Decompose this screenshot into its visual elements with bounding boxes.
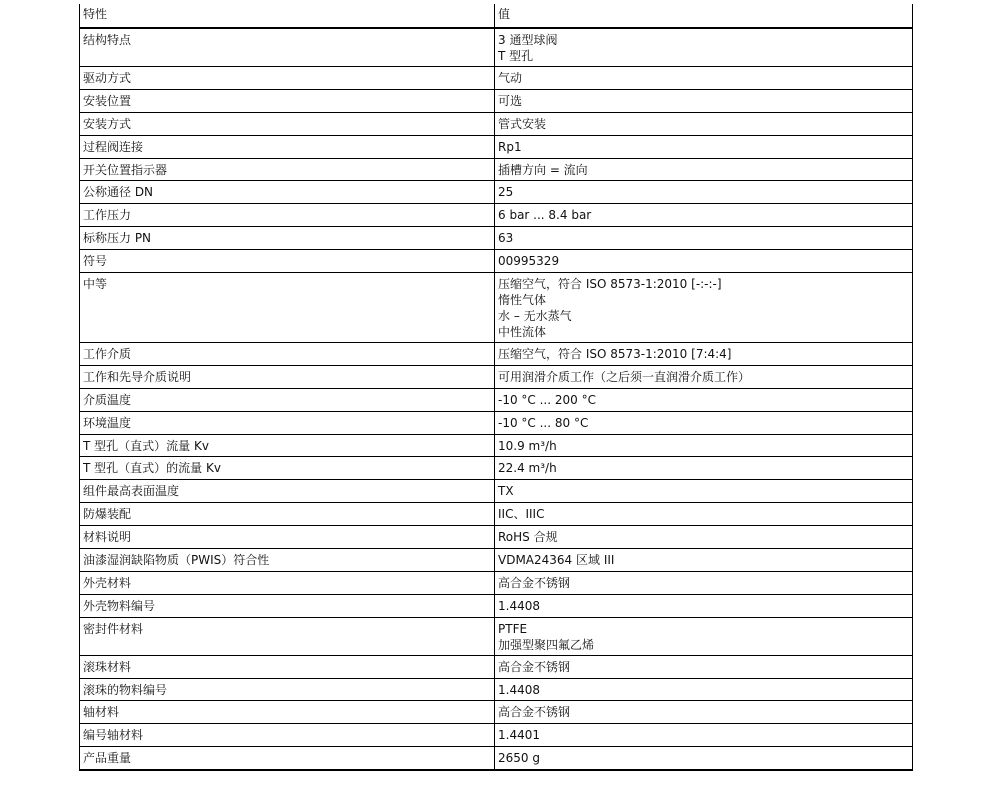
- property-cell: 驱动方式: [80, 67, 495, 90]
- table-row: [80, 457, 913, 480]
- property-cell: 防爆装配: [80, 503, 495, 526]
- value-line: 63: [498, 231, 514, 246]
- table-row: [80, 480, 913, 503]
- value-line: 1.4408: [498, 682, 540, 697]
- value-cell: [495, 655, 913, 678]
- property-cell: 密封件材料: [80, 617, 495, 655]
- table-row: [80, 678, 913, 701]
- table-row: [80, 701, 913, 724]
- value-line: 加强型聚四氟乙烯: [498, 637, 595, 652]
- value-line: IIC、IIIC: [498, 507, 545, 522]
- value-line: 00995329: [498, 254, 560, 269]
- property-cell: 工作压力: [80, 204, 495, 227]
- value-cell: [495, 747, 913, 770]
- value-line: 压缩空气，符合 ISO 8573-1:2010 [-:-:-]: [498, 277, 722, 292]
- property-cell: 外壳材料: [80, 571, 495, 594]
- value-line: 1.4408: [498, 598, 540, 613]
- column-header-value: 值: [495, 4, 913, 28]
- property-cell: 油漆湿润缺陷物质（PWIS）符合性: [80, 549, 495, 572]
- value-cell: [495, 617, 913, 655]
- property-cell: 结构特点: [80, 28, 495, 67]
- property-cell: 工作和先导介质说明: [80, 365, 495, 388]
- value-cell: [495, 250, 913, 273]
- value-line: 10.9 m³/h: [498, 438, 557, 453]
- value-line: 中性流体: [498, 325, 547, 340]
- value-cell: [495, 181, 913, 204]
- table-row: [80, 434, 913, 457]
- value-cell: [495, 678, 913, 701]
- value-line: -10 °C ... 200 °C: [498, 392, 596, 407]
- property-cell: 轴材料: [80, 701, 495, 724]
- table-row: [80, 250, 913, 273]
- property-cell: 滚珠的物料编号: [80, 678, 495, 701]
- property-cell: 工作介质: [80, 343, 495, 366]
- value-cell: [495, 365, 913, 388]
- value-line: 高合金不锈钢: [498, 705, 571, 720]
- table-row: [80, 594, 913, 617]
- table-row: [80, 549, 913, 572]
- table-row: [80, 388, 913, 411]
- column-header-property: 特性: [80, 4, 495, 28]
- value-cell: [495, 457, 913, 480]
- property-cell: 组件最高表面温度: [80, 480, 495, 503]
- table-row: [80, 181, 913, 204]
- table-row: [80, 158, 913, 181]
- value-cell: [495, 158, 913, 181]
- table-row: [80, 343, 913, 366]
- table-row: [80, 747, 913, 770]
- header-row: [80, 4, 913, 28]
- property-cell: 标称压力 PN: [80, 227, 495, 250]
- value-cell: [495, 135, 913, 158]
- value-line: Rp1: [498, 139, 522, 154]
- value-cell: [495, 388, 913, 411]
- value-cell: [495, 701, 913, 724]
- table-row: [80, 526, 913, 549]
- table-row: [80, 204, 913, 227]
- spec-table: [79, 4, 913, 771]
- property-cell: 过程阀连接: [80, 135, 495, 158]
- value-line: 3 通型球阀: [498, 33, 558, 47]
- value-cell: [495, 503, 913, 526]
- value-line: 惰性气体: [498, 293, 547, 308]
- table-row: [80, 617, 913, 655]
- table-row: [80, 273, 913, 343]
- value-line: PTFE: [498, 621, 528, 636]
- value-line: 水 – 无水蒸气: [498, 309, 572, 324]
- table-body: [80, 28, 913, 770]
- value-cell: [495, 227, 913, 250]
- property-cell: 产品重量: [80, 747, 495, 770]
- table-row: [80, 571, 913, 594]
- value-line: 高合金不锈钢: [498, 575, 571, 590]
- value-line: 6 bar ... 8.4 bar: [498, 208, 592, 223]
- table-header: [80, 4, 913, 28]
- value-line: 2650 g: [498, 751, 540, 766]
- property-cell: 符号: [80, 250, 495, 273]
- table-row: [80, 503, 913, 526]
- value-line: 插槽方向 = 流向: [498, 162, 588, 177]
- table-row: [80, 28, 913, 67]
- property-cell: 介质温度: [80, 388, 495, 411]
- value-line: 可选: [498, 93, 523, 108]
- property-cell: 外壳物料编号: [80, 594, 495, 617]
- value-line: 22.4 m³/h: [498, 461, 557, 476]
- table-row: [80, 227, 913, 250]
- property-cell: T 型孔（直式）流量 Kv: [80, 434, 495, 457]
- value-cell: [495, 480, 913, 503]
- property-cell: 公称通径 DN: [80, 181, 495, 204]
- table-row: [80, 655, 913, 678]
- value-cell: [495, 67, 913, 90]
- value-line: 高合金不锈钢: [498, 659, 571, 674]
- value-line: TX: [498, 484, 514, 499]
- table-row: [80, 112, 913, 135]
- property-cell: 材料说明: [80, 526, 495, 549]
- property-cell: 滚珠材料: [80, 655, 495, 678]
- value-line: 可用润滑介质工作（之后须一直润滑介质工作）: [498, 369, 751, 384]
- property-cell: 安装位置: [80, 89, 495, 112]
- value-line: 气动: [498, 71, 523, 85]
- property-cell: 中等: [80, 273, 495, 343]
- value-cell: [495, 343, 913, 366]
- table-row: [80, 411, 913, 434]
- property-cell: 编号轴材料: [80, 724, 495, 747]
- value-line: RoHS 合规: [498, 530, 558, 545]
- value-cell: [495, 273, 913, 343]
- value-cell: [495, 434, 913, 457]
- value-cell: [495, 724, 913, 747]
- property-cell: 环境温度: [80, 411, 495, 434]
- table-row: [80, 724, 913, 747]
- table-row: [80, 89, 913, 112]
- value-cell: [495, 411, 913, 434]
- property-cell: 安装方式: [80, 112, 495, 135]
- value-cell: [495, 204, 913, 227]
- value-line: 25: [498, 185, 514, 200]
- value-line: VDMA24364 区域 III: [498, 553, 615, 568]
- value-cell: [495, 28, 913, 67]
- value-line: -10 °C ... 80 °C: [498, 415, 589, 430]
- value-cell: [495, 526, 913, 549]
- property-cell: 开关位置指示器: [80, 158, 495, 181]
- value-line: T 型孔: [498, 49, 534, 63]
- table-row: [80, 67, 913, 90]
- value-cell: [495, 594, 913, 617]
- value-cell: [495, 549, 913, 572]
- value-line: 管式安装: [498, 116, 547, 131]
- property-cell: T 型孔（直式）的流量 Kv: [80, 457, 495, 480]
- value-cell: [495, 571, 913, 594]
- table-row: [80, 365, 913, 388]
- value-line: 压缩空气，符合 ISO 8573-1:2010 [7:4:4]: [498, 347, 732, 362]
- value-line: 1.4401: [498, 728, 540, 743]
- value-cell: [495, 89, 913, 112]
- value-cell: [495, 112, 913, 135]
- table-row: [80, 135, 913, 158]
